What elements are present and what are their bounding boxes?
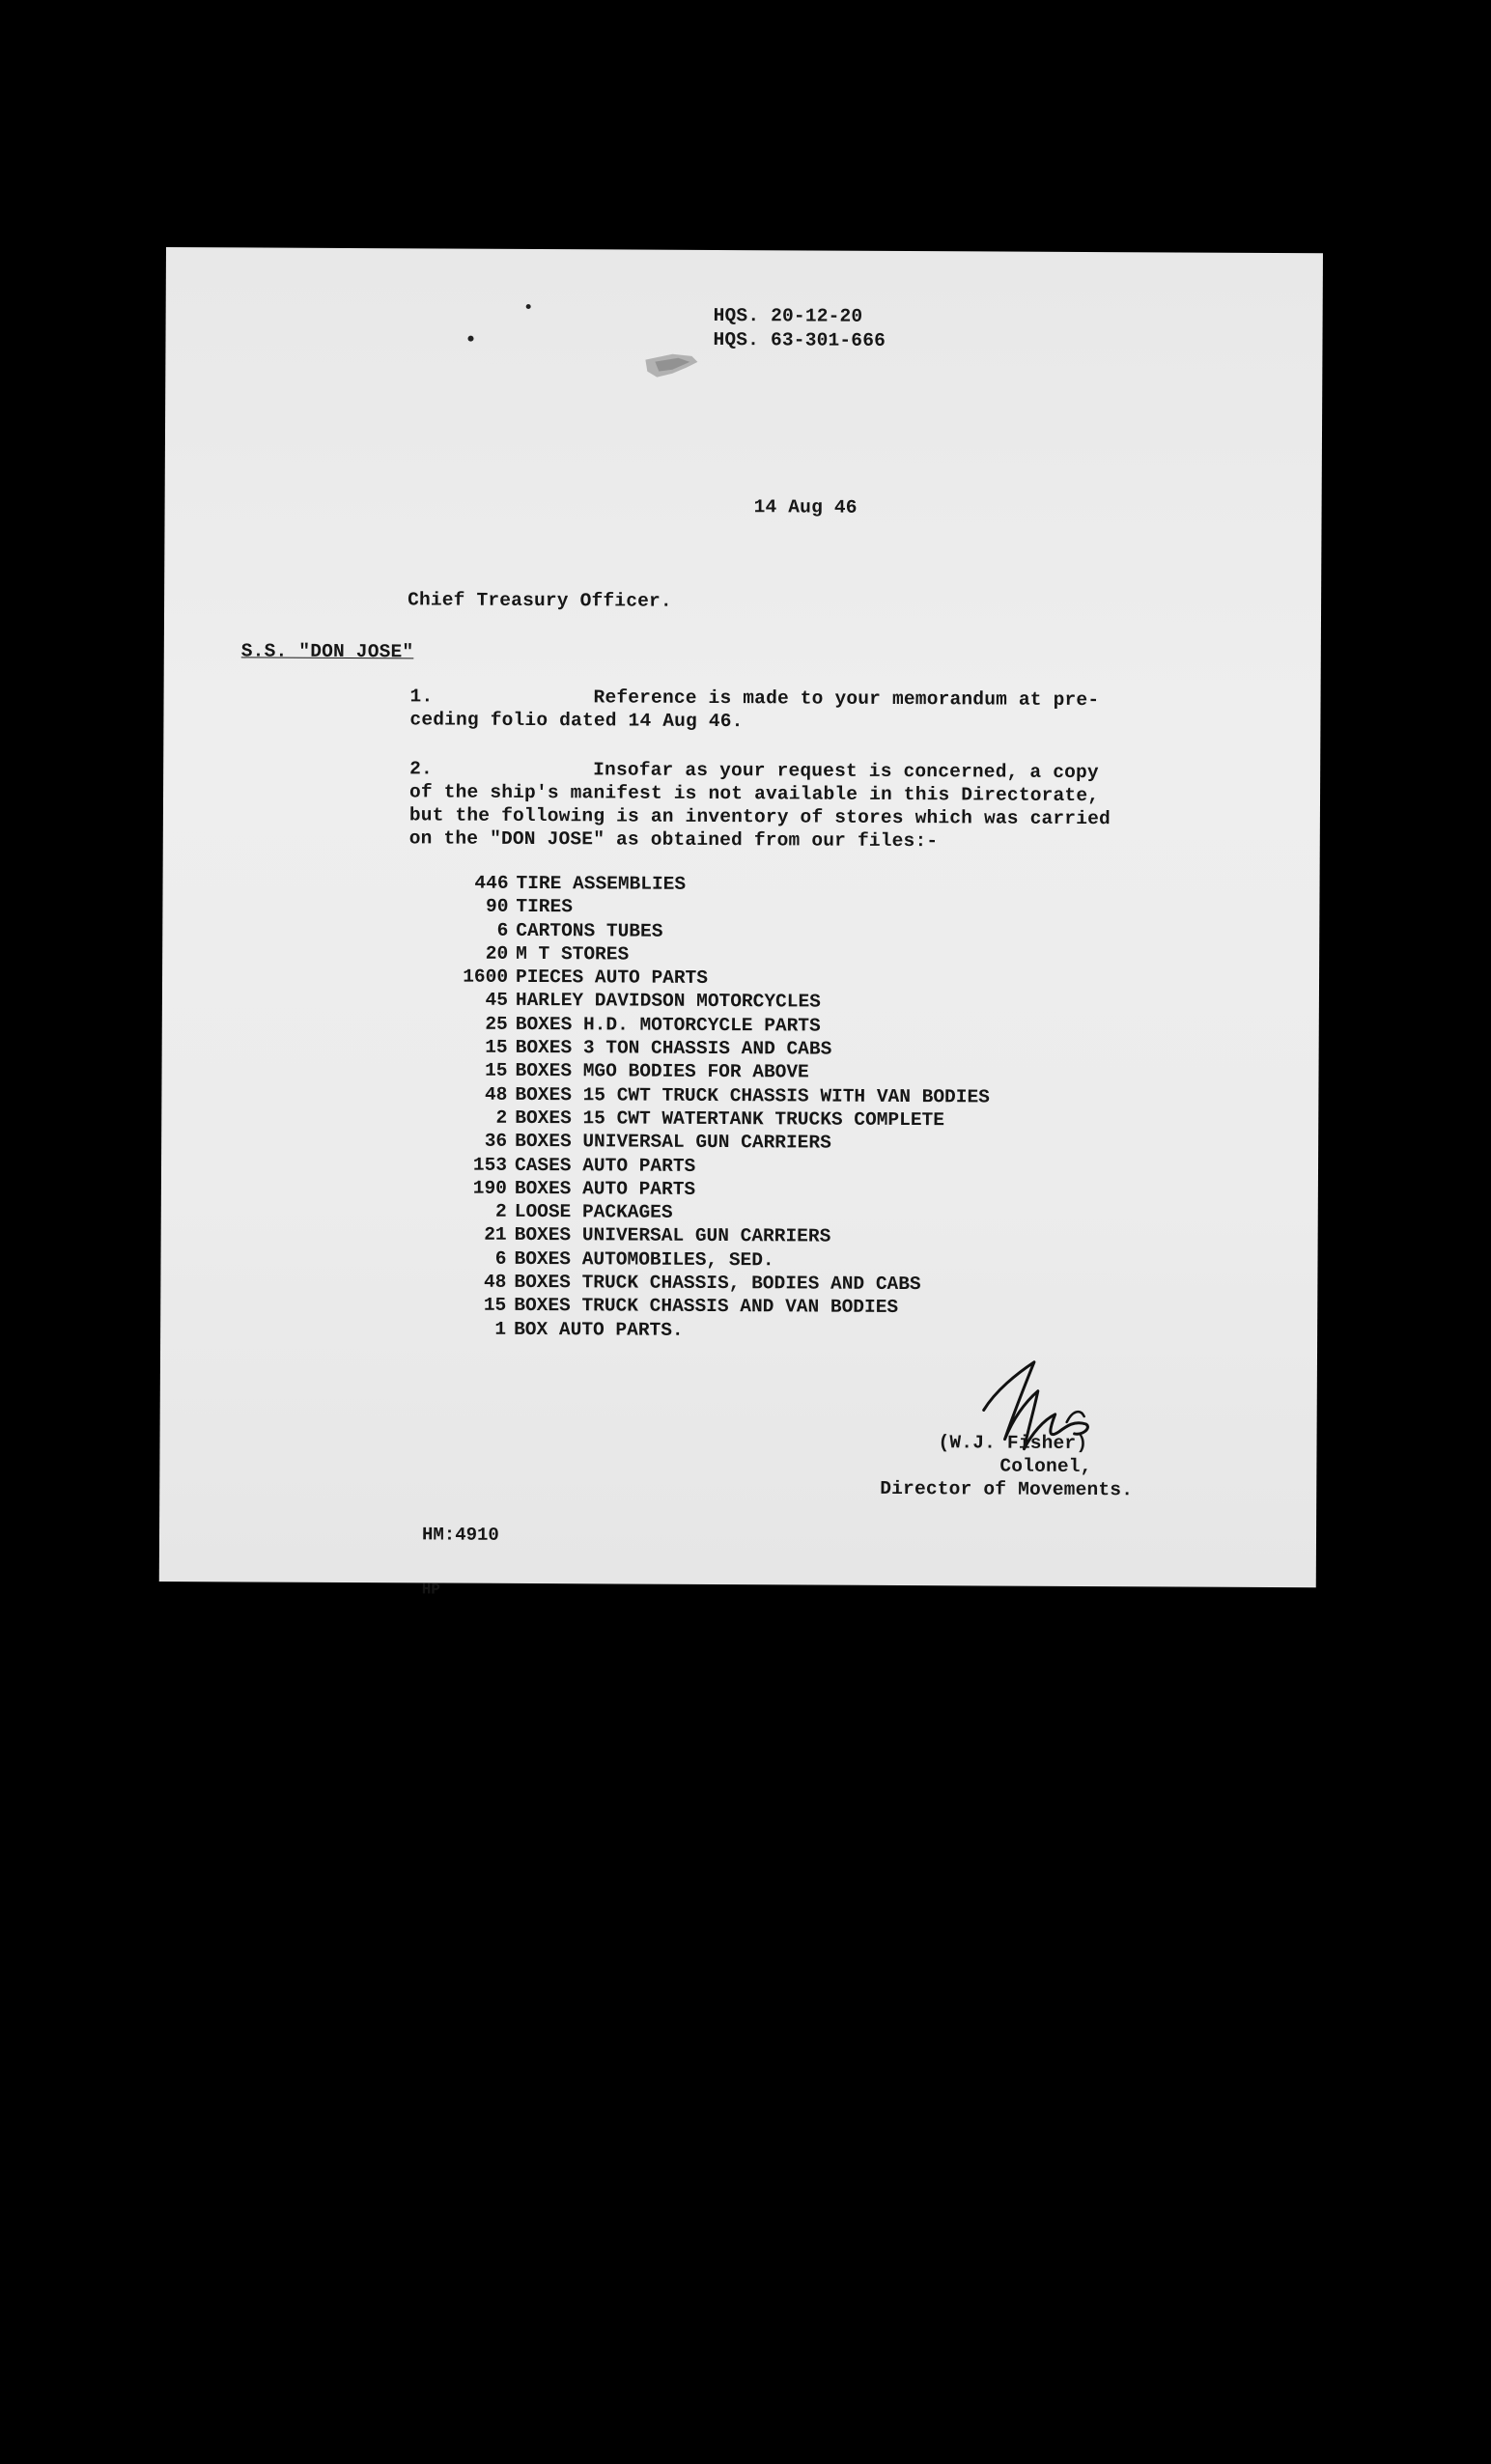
inventory-quantity: 21 <box>484 1224 507 1246</box>
inventory-description: BOXES UNIVERSAL GUN CARRIERS <box>515 1131 831 1154</box>
inventory-quantity: 6 <box>496 919 509 941</box>
inventory-quantity: 15 <box>485 1060 508 1082</box>
inventory-quantity: 446 <box>474 872 509 894</box>
signature-name: (W.J. Fisher) <box>938 1432 1088 1455</box>
inventory-row <box>450 1246 989 1273</box>
inventory-row <box>450 1317 989 1343</box>
subject-line: S.S. "DON JOSE" <box>240 640 414 663</box>
file-reference-line-1: HM:4910 <box>421 1524 499 1546</box>
inventory-quantity: 36 <box>484 1131 508 1153</box>
inventory-description: LOOSE PACKAGES <box>514 1201 673 1223</box>
inventory-description: BOXES 3 TON CHASSIS AND CABS <box>515 1036 832 1060</box>
inventory-row <box>451 1106 990 1133</box>
inventory-description: BOXES TRUCK CHASSIS, BODIES AND CABS <box>514 1271 921 1296</box>
inventory-row <box>452 989 991 1015</box>
inventory-quantity: 90 <box>485 896 509 918</box>
reference-line-1: HQS. 20-12-20 <box>713 304 863 327</box>
inventory-row <box>452 1012 991 1038</box>
para2-line1: Insofar as your request is concerned, a copy <box>593 759 1099 784</box>
inventory-quantity: 15 <box>485 1036 508 1058</box>
inventory-description: BOXES 15 CWT TRUCK CHASSIS WITH VAN BODIES <box>515 1083 990 1108</box>
inventory-description: BOXES 15 CWT WATERTANK TRUCKS COMPLETE <box>515 1106 945 1132</box>
inventory-description: HARLEY DAVIDSON MOTORCYCLES <box>515 990 821 1014</box>
inventory-description: BOXES AUTO PARTS <box>514 1177 696 1200</box>
inventory-quantity: 48 <box>483 1271 507 1293</box>
inventory-row <box>451 1223 990 1249</box>
inventory-description: TIRES <box>516 896 574 918</box>
inventory-row <box>451 1153 990 1179</box>
reference-line-2: HQS. 63-301-666 <box>713 328 886 351</box>
inventory-row <box>452 872 991 898</box>
inventory-quantity: 2 <box>495 1200 507 1223</box>
ink-dot <box>526 304 531 309</box>
file-reference-line-2: HP <box>421 1581 440 1599</box>
inventory-quantity: 20 <box>485 942 509 965</box>
para2-line4: on the "DON JOSE" as obtained from our files:- <box>408 827 939 853</box>
inventory-description: BOXES UNIVERSAL GUN CARRIERS <box>514 1224 831 1248</box>
inventory-quantity: 45 <box>485 990 508 1012</box>
para2-number: 2. <box>409 758 434 780</box>
signature-title: Director of Movements. <box>880 1477 1134 1501</box>
inventory-description: M T STORES <box>516 942 630 966</box>
inventory-description: CASES AUTO PARTS <box>514 1154 696 1177</box>
inventory-quantity: 153 <box>472 1154 508 1176</box>
para1-line2: ceding folio dated 14 Aug 46. <box>409 709 744 733</box>
inventory-row <box>452 941 991 967</box>
inventory-row <box>451 1176 990 1202</box>
inventory-quantity: 190 <box>472 1177 507 1199</box>
inventory-list <box>450 872 991 1344</box>
letter-date: 14 Aug 46 <box>753 496 858 518</box>
inventory-quantity: 48 <box>484 1083 508 1106</box>
inventory-row <box>451 1082 990 1108</box>
addressee: Chief Treasury Officer. <box>408 589 672 612</box>
para2-line3: but the following is an inventory of stores which was carried <box>408 804 1111 830</box>
inventory-row <box>451 1130 990 1156</box>
inventory-row <box>450 1294 989 1320</box>
stamp-smudge <box>643 349 699 379</box>
inventory-description: TIRE ASSEMBLIES <box>516 872 687 895</box>
inventory-quantity: 15 <box>483 1295 507 1317</box>
inventory-quantity: 1 <box>494 1318 507 1340</box>
inventory-quantity: 6 <box>494 1247 507 1270</box>
inventory-row <box>452 966 991 992</box>
inventory-description: BOXES H.D. MOTORCYCLE PARTS <box>515 1013 821 1037</box>
inventory-description: BOXES MGO BODIES FOR ABOVE <box>515 1060 809 1083</box>
inventory-quantity: 25 <box>485 1013 508 1035</box>
inventory-row <box>451 1059 990 1085</box>
para1-number: 1. <box>409 686 434 708</box>
inventory-description: BOX AUTO PARTS. <box>514 1318 684 1341</box>
inventory-description: CARTONS TUBES <box>516 919 663 942</box>
inventory-quantity: 1600 <box>463 966 509 989</box>
document-page <box>159 247 1323 1599</box>
inventory-row <box>450 1271 989 1297</box>
inventory-description: BOXES AUTOMOBILES, SED. <box>514 1247 774 1272</box>
inventory-description: PIECES AUTO PARTS <box>515 966 709 990</box>
inventory-row <box>452 1036 991 1062</box>
inventory-quantity: 2 <box>495 1106 508 1129</box>
signature-rank: Colonel, <box>999 1455 1092 1478</box>
para1-line1: Reference is made to your memorandum at pre- <box>593 686 1100 712</box>
para2-line2: of the ship's manifest is not available in this Directorate, <box>408 781 1100 807</box>
inventory-row <box>452 918 991 944</box>
ink-dot <box>467 336 473 342</box>
inventory-description: BOXES TRUCK CHASSIS AND VAN BODIES <box>514 1295 899 1319</box>
inventory-row <box>451 1200 990 1226</box>
inventory-row <box>452 895 991 921</box>
file-reference <box>421 1486 499 1635</box>
